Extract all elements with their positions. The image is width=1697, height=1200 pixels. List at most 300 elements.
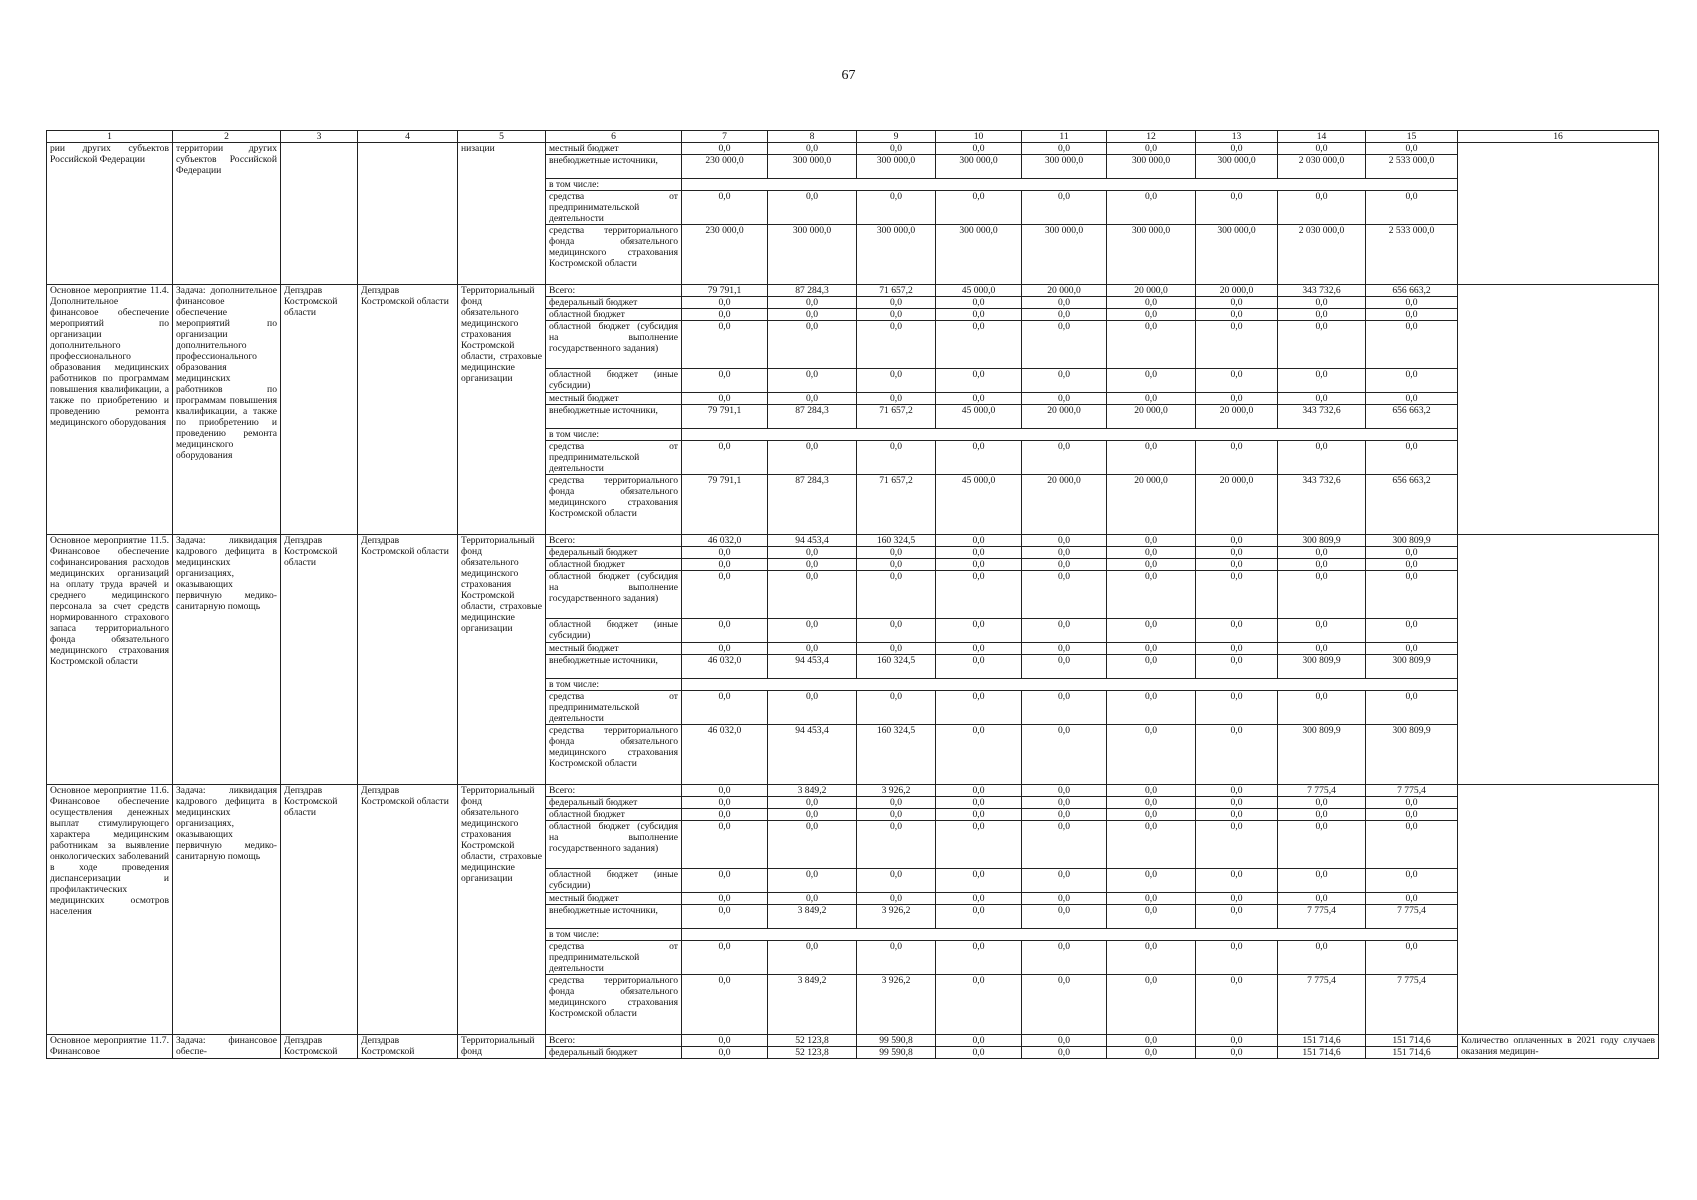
value-cell: 0,0 xyxy=(936,821,1022,869)
value-cell: 160 324,5 xyxy=(857,655,936,679)
table-row xyxy=(47,1035,1659,1047)
section-col16 xyxy=(1458,785,1659,1035)
value-cell: 0,0 xyxy=(1366,393,1458,405)
value-cell: 71 657,2 xyxy=(857,405,936,429)
value-cell: 0,0 xyxy=(1196,821,1278,869)
value-cell: 2 533 000,0 xyxy=(1366,155,1458,179)
value-cell: 20 000,0 xyxy=(1022,405,1107,429)
value-cell: 0,0 xyxy=(1366,797,1458,809)
value-cell: 0,0 xyxy=(1366,369,1458,393)
value-cell: 0,0 xyxy=(682,785,768,797)
value-cell: 300 000,0 xyxy=(936,225,1022,285)
value-cell: 0,0 xyxy=(682,393,768,405)
value-cell: 0,0 xyxy=(1107,975,1196,1035)
value-cell: 0,0 xyxy=(1196,905,1278,929)
value-cell: 0,0 xyxy=(1107,441,1196,475)
row-label: областной бюджет (субсидия на выполнение государственного задания) xyxy=(546,821,682,869)
value-cell: 0,0 xyxy=(682,643,768,655)
value-cell: 0,0 xyxy=(1366,893,1458,905)
row-label: в том числе: xyxy=(546,179,682,191)
value-cell: 0,0 xyxy=(857,143,936,155)
value-cell: 0,0 xyxy=(1278,369,1366,393)
value-cell: 0,0 xyxy=(1022,797,1107,809)
value-cell: 151 714,6 xyxy=(1366,1047,1458,1059)
empty-cell xyxy=(682,429,1458,441)
value-cell: 20 000,0 xyxy=(1196,285,1278,297)
value-cell: 300 000,0 xyxy=(1022,225,1107,285)
value-cell: 94 453,4 xyxy=(768,655,857,679)
value-cell: 0,0 xyxy=(1107,691,1196,725)
row-label: местный бюджет xyxy=(546,143,682,155)
section-col1: Основное мероприятие 11.6. Финансовое обеспечение осуществления денежных выплат стимулирующего характера медицинским работникам за выявление онкологических заболеваний в ходе проведения диспансеризации и профилактических медицинских осмотров населения xyxy=(47,785,173,1035)
section-col1: Основное мероприятие 11.5. Финансовое обеспечение софинансирования расходов медицинских организаций на оплату труда врачей и среднего медицинского персонала за счет средств нормированного страхового запаса территориального фонда обязательного медицинского страхования Костромской области xyxy=(47,535,173,785)
page-number: 67 xyxy=(841,68,856,83)
value-cell: 0,0 xyxy=(1366,941,1458,975)
value-cell: 0,0 xyxy=(682,619,768,643)
value-cell: 0,0 xyxy=(682,869,768,893)
value-cell: 0,0 xyxy=(682,821,768,869)
value-cell: 2 030 000,0 xyxy=(1278,155,1366,179)
value-cell: 0,0 xyxy=(1366,691,1458,725)
value-cell: 0,0 xyxy=(1107,893,1196,905)
row-label: внебюджетные источники, xyxy=(546,655,682,679)
value-cell: 0,0 xyxy=(1196,571,1278,619)
value-cell: 0,0 xyxy=(1022,655,1107,679)
value-cell: 151 714,6 xyxy=(1366,1035,1458,1047)
value-cell: 0,0 xyxy=(857,547,936,559)
row-label: федеральный бюджет xyxy=(546,1047,682,1059)
column-header: 16 xyxy=(1458,131,1659,143)
table-row xyxy=(47,785,1659,797)
value-cell: 0,0 xyxy=(857,809,936,821)
value-cell: 0,0 xyxy=(936,869,1022,893)
value-cell: 300 000,0 xyxy=(1196,155,1278,179)
value-cell: 0,0 xyxy=(768,869,857,893)
value-cell: 0,0 xyxy=(1022,309,1107,321)
value-cell: 0,0 xyxy=(857,869,936,893)
value-cell: 0,0 xyxy=(768,547,857,559)
value-cell: 0,0 xyxy=(1022,643,1107,655)
value-cell: 0,0 xyxy=(1107,809,1196,821)
value-cell: 0,0 xyxy=(1022,785,1107,797)
row-label: средства территориального фонда обязательного медицинского страхования Костромской области xyxy=(546,725,682,785)
value-cell: 0,0 xyxy=(1278,441,1366,475)
value-cell: 0,0 xyxy=(936,905,1022,929)
section-col4 xyxy=(358,143,458,285)
row-label: Всего: xyxy=(546,285,682,297)
value-cell: 0,0 xyxy=(1022,1035,1107,1047)
row-label: местный бюджет xyxy=(546,643,682,655)
value-cell: 0,0 xyxy=(1196,869,1278,893)
row-label: средства от предпринимательской деятельности xyxy=(546,191,682,225)
row-label: внебюджетные источники, xyxy=(546,905,682,929)
value-cell: 0,0 xyxy=(1107,369,1196,393)
value-cell: 99 590,8 xyxy=(857,1035,936,1047)
value-cell: 0,0 xyxy=(857,309,936,321)
value-cell: 0,0 xyxy=(1196,809,1278,821)
value-cell: 0,0 xyxy=(682,905,768,929)
row-label: областной бюджет (иные субсидии) xyxy=(546,869,682,893)
value-cell: 0,0 xyxy=(1022,547,1107,559)
value-cell: 0,0 xyxy=(1196,1047,1278,1059)
value-cell: 0,0 xyxy=(1022,297,1107,309)
value-cell: 0,0 xyxy=(768,691,857,725)
value-cell: 0,0 xyxy=(768,797,857,809)
row-label: внебюджетные источники, xyxy=(546,405,682,429)
value-cell: 0,0 xyxy=(1022,191,1107,225)
value-cell: 160 324,5 xyxy=(857,535,936,547)
table-row xyxy=(47,535,1659,547)
value-cell: 0,0 xyxy=(1022,535,1107,547)
column-header: 11 xyxy=(1022,131,1107,143)
value-cell: 0,0 xyxy=(857,571,936,619)
value-cell: 0,0 xyxy=(936,655,1022,679)
row-label: внебюджетные источники, xyxy=(546,155,682,179)
value-cell: 0,0 xyxy=(936,809,1022,821)
value-cell: 0,0 xyxy=(768,369,857,393)
value-cell: 0,0 xyxy=(1107,1035,1196,1047)
value-cell: 0,0 xyxy=(768,393,857,405)
section-col16 xyxy=(1458,143,1659,285)
value-cell: 0,0 xyxy=(1022,619,1107,643)
value-cell: 0,0 xyxy=(768,941,857,975)
value-cell: 3 926,2 xyxy=(857,785,936,797)
value-cell: 0,0 xyxy=(682,191,768,225)
value-cell: 0,0 xyxy=(857,393,936,405)
value-cell: 300 809,9 xyxy=(1278,535,1366,547)
section-col3: Депздрав Костромской xyxy=(281,1035,358,1059)
row-label: областной бюджет xyxy=(546,809,682,821)
value-cell: 0,0 xyxy=(1107,191,1196,225)
value-cell: 0,0 xyxy=(1107,725,1196,785)
value-cell: 0,0 xyxy=(1278,941,1366,975)
section-col2: Задача: дополнительное финансовое обеспечение мероприятий по организации дополнительного профессионального образования медицинских работников по программам повышения квалификации, а также по приобретению и проведению ремонта медицинского оборудования xyxy=(173,285,281,535)
value-cell: 0,0 xyxy=(1366,643,1458,655)
section-col3: Депздрав Костромской области xyxy=(281,535,358,785)
value-cell: 45 000,0 xyxy=(936,285,1022,297)
value-cell: 0,0 xyxy=(1278,809,1366,821)
value-cell: 0,0 xyxy=(936,297,1022,309)
value-cell: 7 775,4 xyxy=(1366,905,1458,929)
value-cell: 0,0 xyxy=(768,571,857,619)
value-cell: 2 533 000,0 xyxy=(1366,225,1458,285)
value-cell: 0,0 xyxy=(682,797,768,809)
value-cell: 71 657,2 xyxy=(857,285,936,297)
value-cell: 343 732,6 xyxy=(1278,405,1366,429)
value-cell: 0,0 xyxy=(682,1035,768,1047)
value-cell: 0,0 xyxy=(1196,191,1278,225)
value-cell: 0,0 xyxy=(857,619,936,643)
value-cell: 52 123,8 xyxy=(768,1047,857,1059)
value-cell: 0,0 xyxy=(1196,143,1278,155)
value-cell: 0,0 xyxy=(1366,321,1458,369)
value-cell: 0,0 xyxy=(1196,369,1278,393)
value-cell: 0,0 xyxy=(1022,905,1107,929)
value-cell: 0,0 xyxy=(1022,571,1107,619)
value-cell: 0,0 xyxy=(1107,559,1196,571)
value-cell: 0,0 xyxy=(682,809,768,821)
section-col4: Депздрав Костромской области xyxy=(358,785,458,1035)
value-cell: 7 775,4 xyxy=(1278,785,1366,797)
value-cell: 0,0 xyxy=(1196,547,1278,559)
row-label: средства территориального фонда обязательного медицинского страхования Костромской области xyxy=(546,225,682,285)
section-col5: Территориальный фонд обязательного медицинского страхования Костромской области, страховые медицинские организации xyxy=(458,785,546,1035)
value-cell: 0,0 xyxy=(857,941,936,975)
row-label: Всего: xyxy=(546,1035,682,1047)
value-cell: 0,0 xyxy=(1107,297,1196,309)
row-label: средства от предпринимательской деятельности xyxy=(546,441,682,475)
value-cell: 20 000,0 xyxy=(1107,405,1196,429)
value-cell: 0,0 xyxy=(1196,975,1278,1035)
value-cell: 0,0 xyxy=(1196,309,1278,321)
value-cell: 20 000,0 xyxy=(1107,475,1196,535)
value-cell: 0,0 xyxy=(1022,369,1107,393)
value-cell: 343 732,6 xyxy=(1278,285,1366,297)
value-cell: 0,0 xyxy=(1022,725,1107,785)
row-label: средства от предпринимательской деятельности xyxy=(546,691,682,725)
column-header: 1 xyxy=(47,131,173,143)
value-cell: 0,0 xyxy=(1196,655,1278,679)
section-col2: Задача: финансовое обеспе- xyxy=(173,1035,281,1059)
value-cell: 94 453,4 xyxy=(768,535,857,547)
value-cell: 0,0 xyxy=(936,191,1022,225)
value-cell: 0,0 xyxy=(857,821,936,869)
value-cell: 0,0 xyxy=(1366,191,1458,225)
column-header: 4 xyxy=(358,131,458,143)
value-cell: 3 926,2 xyxy=(857,905,936,929)
empty-cell xyxy=(682,929,1458,941)
value-cell: 20 000,0 xyxy=(1022,475,1107,535)
value-cell: 0,0 xyxy=(1196,643,1278,655)
value-cell: 79 791,1 xyxy=(682,475,768,535)
value-cell: 0,0 xyxy=(768,309,857,321)
value-cell: 0,0 xyxy=(857,797,936,809)
value-cell: 0,0 xyxy=(768,441,857,475)
value-cell: 0,0 xyxy=(1278,393,1366,405)
value-cell: 0,0 xyxy=(936,1035,1022,1047)
value-cell: 0,0 xyxy=(682,1047,768,1059)
value-cell: 0,0 xyxy=(1278,559,1366,571)
value-cell: 0,0 xyxy=(857,369,936,393)
value-cell: 0,0 xyxy=(1196,893,1278,905)
section-col1: Основное мероприятие 11.4. Дополнительное финансовое обеспечение мероприятий по организации дополнительного профессионального образования медицинских работников по программам повышения квалификации, а также по приобретению и проведению ремонта медицинского оборудования xyxy=(47,285,173,535)
value-cell: 0,0 xyxy=(1278,643,1366,655)
value-cell: 0,0 xyxy=(1107,869,1196,893)
value-cell: 99 590,8 xyxy=(857,1047,936,1059)
value-cell: 0,0 xyxy=(1366,869,1458,893)
value-cell: 0,0 xyxy=(1196,797,1278,809)
value-cell: 45 000,0 xyxy=(936,405,1022,429)
section-col1: рии других субъектов Российской Федерации xyxy=(47,143,173,285)
section-col2: Задача: ликвидация кадрового дефицита в медицинских организациях, оказывающих первичную медико-санитарную помощь xyxy=(173,535,281,785)
value-cell: 46 032,0 xyxy=(682,725,768,785)
value-cell: 0,0 xyxy=(682,691,768,725)
value-cell: 0,0 xyxy=(768,809,857,821)
value-cell: 0,0 xyxy=(1278,309,1366,321)
row-label: федеральный бюджет xyxy=(546,297,682,309)
value-cell: 0,0 xyxy=(1278,321,1366,369)
section-col3 xyxy=(281,143,358,285)
section-col3: Депздрав Костромской области xyxy=(281,285,358,535)
value-cell: 0,0 xyxy=(857,559,936,571)
value-cell: 20 000,0 xyxy=(1196,405,1278,429)
value-cell: 230 000,0 xyxy=(682,155,768,179)
value-cell: 0,0 xyxy=(936,619,1022,643)
value-cell: 230 000,0 xyxy=(682,225,768,285)
value-cell: 300 000,0 xyxy=(857,155,936,179)
value-cell: 0,0 xyxy=(768,821,857,869)
value-cell: 46 032,0 xyxy=(682,535,768,547)
value-cell: 0,0 xyxy=(936,143,1022,155)
value-cell: 0,0 xyxy=(936,571,1022,619)
value-cell: 0,0 xyxy=(1366,297,1458,309)
column-header: 13 xyxy=(1196,131,1278,143)
value-cell: 71 657,2 xyxy=(857,475,936,535)
value-cell: 0,0 xyxy=(936,975,1022,1035)
column-header: 15 xyxy=(1366,131,1458,143)
row-label: областной бюджет xyxy=(546,309,682,321)
value-cell: 0,0 xyxy=(857,643,936,655)
value-cell: 0,0 xyxy=(682,309,768,321)
value-cell: 0,0 xyxy=(1107,143,1196,155)
column-header: 5 xyxy=(458,131,546,143)
value-cell: 0,0 xyxy=(1196,297,1278,309)
row-label: средства от предпринимательской деятельности xyxy=(546,941,682,975)
value-cell: 0,0 xyxy=(857,691,936,725)
value-cell: 0,0 xyxy=(768,619,857,643)
section-col16: Количество оплаченных в 2021 году случаев оказания медицин- xyxy=(1458,1035,1659,1059)
value-cell: 0,0 xyxy=(682,975,768,1035)
value-cell: 0,0 xyxy=(1107,309,1196,321)
table-row xyxy=(47,285,1659,297)
value-cell: 0,0 xyxy=(1278,547,1366,559)
value-cell: 0,0 xyxy=(1366,309,1458,321)
row-label: областной бюджет (иные субсидии) xyxy=(546,619,682,643)
section-col16 xyxy=(1458,535,1659,785)
value-cell: 0,0 xyxy=(1196,559,1278,571)
value-cell: 0,0 xyxy=(1366,547,1458,559)
value-cell: 0,0 xyxy=(1107,785,1196,797)
value-cell: 0,0 xyxy=(1366,571,1458,619)
value-cell: 0,0 xyxy=(936,643,1022,655)
value-cell: 0,0 xyxy=(1196,321,1278,369)
value-cell: 0,0 xyxy=(768,297,857,309)
value-cell: 0,0 xyxy=(1022,975,1107,1035)
value-cell: 300 809,9 xyxy=(1366,655,1458,679)
value-cell: 0,0 xyxy=(857,321,936,369)
section-col4: Депздрав Костромской области xyxy=(358,285,458,535)
value-cell: 0,0 xyxy=(1278,893,1366,905)
section-col5: Территориальный фонд обязательного медицинского страхования Костромской области, страховые медицинские организации xyxy=(458,285,546,535)
value-cell: 94 453,4 xyxy=(768,725,857,785)
value-cell: 87 284,3 xyxy=(768,405,857,429)
section-col1: Основное мероприятие 11.7. Финансовое xyxy=(47,1035,173,1059)
row-label: областной бюджет (иные субсидии) xyxy=(546,369,682,393)
section-col4: Депздрав Костромской области xyxy=(358,535,458,785)
value-cell: 0,0 xyxy=(1196,1035,1278,1047)
value-cell: 0,0 xyxy=(1366,821,1458,869)
value-cell: 160 324,5 xyxy=(857,725,936,785)
value-cell: 0,0 xyxy=(1107,643,1196,655)
value-cell: 0,0 xyxy=(768,559,857,571)
row-label: федеральный бюджет xyxy=(546,547,682,559)
row-label: средства территориального фонда обязательного медицинского страхования Костромской области xyxy=(546,475,682,535)
value-cell: 0,0 xyxy=(768,321,857,369)
value-cell: 0,0 xyxy=(1107,393,1196,405)
value-cell: 0,0 xyxy=(1366,143,1458,155)
value-cell: 300 000,0 xyxy=(1107,225,1196,285)
value-cell: 300 809,9 xyxy=(1366,535,1458,547)
value-cell: 3 849,2 xyxy=(768,785,857,797)
value-cell: 0,0 xyxy=(1278,691,1366,725)
value-cell: 2 030 000,0 xyxy=(1278,225,1366,285)
value-cell: 0,0 xyxy=(1107,321,1196,369)
value-cell: 3 849,2 xyxy=(768,975,857,1035)
column-header: 6 xyxy=(546,131,682,143)
value-cell: 20 000,0 xyxy=(1196,475,1278,535)
value-cell: 52 123,8 xyxy=(768,1035,857,1047)
value-cell: 0,0 xyxy=(857,191,936,225)
section-col4: Депздрав Костромской xyxy=(358,1035,458,1059)
row-label: в том числе: xyxy=(546,929,682,941)
value-cell: 0,0 xyxy=(936,559,1022,571)
value-cell: 300 000,0 xyxy=(1022,155,1107,179)
value-cell: 300 809,9 xyxy=(1278,655,1366,679)
value-cell: 0,0 xyxy=(1196,785,1278,797)
value-cell: 0,0 xyxy=(936,369,1022,393)
row-label: федеральный бюджет xyxy=(546,797,682,809)
section-col16 xyxy=(1458,285,1659,535)
value-cell: 151 714,6 xyxy=(1278,1047,1366,1059)
value-cell: 0,0 xyxy=(1022,941,1107,975)
section-col2: территории других субъектов Российской Федерации xyxy=(173,143,281,285)
value-cell: 0,0 xyxy=(1107,797,1196,809)
value-cell: 300 000,0 xyxy=(768,155,857,179)
row-label: областной бюджет (субсидия на выполнение государственного задания) xyxy=(546,571,682,619)
value-cell: 0,0 xyxy=(1278,191,1366,225)
value-cell: 0,0 xyxy=(682,571,768,619)
value-cell: 0,0 xyxy=(1196,941,1278,975)
value-cell: 0,0 xyxy=(768,191,857,225)
value-cell: 656 663,2 xyxy=(1366,405,1458,429)
value-cell: 0,0 xyxy=(1196,691,1278,725)
row-label: местный бюджет xyxy=(546,893,682,905)
value-cell: 0,0 xyxy=(1022,559,1107,571)
budget-table xyxy=(46,130,1659,1059)
row-label: местный бюджет xyxy=(546,393,682,405)
value-cell: 0,0 xyxy=(936,393,1022,405)
value-cell: 300 809,9 xyxy=(1366,725,1458,785)
table-row xyxy=(47,143,1659,155)
row-label: Всего: xyxy=(546,535,682,547)
column-header: 14 xyxy=(1278,131,1366,143)
value-cell: 0,0 xyxy=(936,893,1022,905)
value-cell: 656 663,2 xyxy=(1366,285,1458,297)
value-cell: 0,0 xyxy=(936,441,1022,475)
column-header: 9 xyxy=(857,131,936,143)
section-col5: низации xyxy=(458,143,546,285)
value-cell: 0,0 xyxy=(857,893,936,905)
header-row xyxy=(47,131,1659,143)
value-cell: 0,0 xyxy=(682,941,768,975)
empty-cell xyxy=(682,679,1458,691)
value-cell: 0,0 xyxy=(936,1047,1022,1059)
value-cell: 0,0 xyxy=(1196,535,1278,547)
column-header: 3 xyxy=(281,131,358,143)
value-cell: 0,0 xyxy=(1022,321,1107,369)
row-label: областной бюджет xyxy=(546,559,682,571)
value-cell: 0,0 xyxy=(1107,655,1196,679)
